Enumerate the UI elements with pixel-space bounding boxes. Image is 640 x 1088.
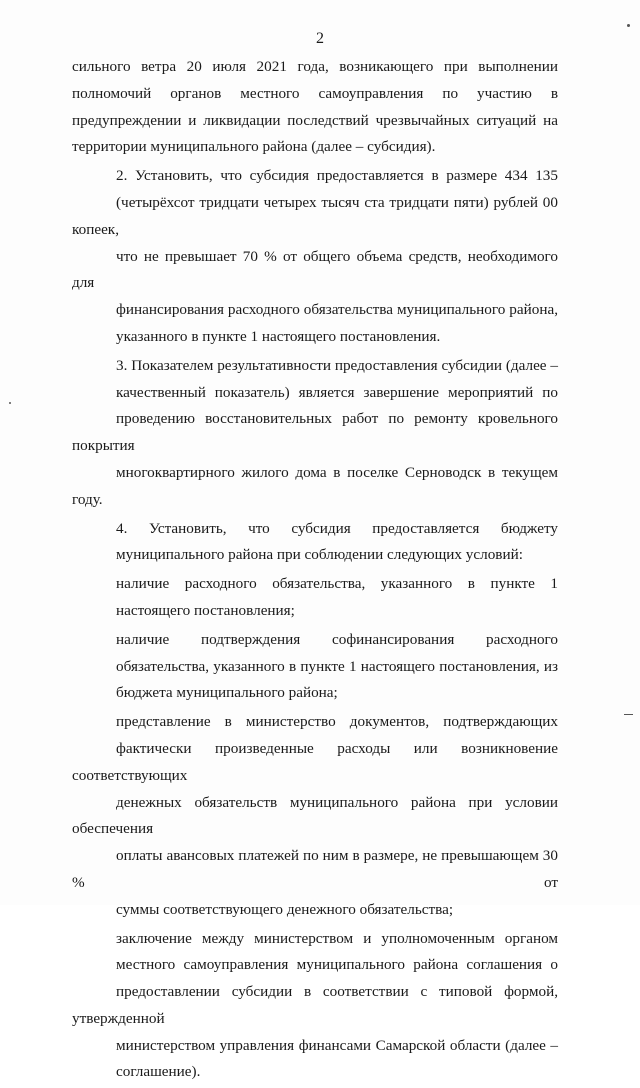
text-line: качественный показатель) является завершение мероприятий по (116, 383, 558, 401)
paragraph (72, 627, 558, 707)
text-line: 3. Показателем результативности предоставления субсидии (далее – (116, 356, 558, 374)
text-line: министерством управления финансами Самарской области (далее – (116, 1036, 558, 1054)
paragraph (72, 709, 558, 923)
page-number: 2 (316, 30, 324, 47)
text-line: 4. Установить, что субсидия предоставляется бюджету (116, 519, 558, 537)
text-line: представление в министерство документов, подтверждающих (116, 713, 558, 731)
text-line: предупреждении и ликвидации последствий чрезвычайных ситуаций на (72, 111, 558, 129)
text-line: муниципального района при соблюдении следующих условий: (116, 546, 523, 564)
text-line: настоящего постановления; (116, 601, 295, 619)
text-line: полномочий органов местного самоуправления по участию в (72, 84, 558, 102)
text-line: обязательства, указанного в пункте 1 настоящего постановления, из (116, 657, 558, 675)
text-line: указанного в пункте 1 настоящего постановления. (116, 327, 441, 345)
text-line: что не превышает 70 % от общего объема средств, необходимого для (72, 247, 558, 292)
text-line: наличие подтверждения софинансирования расходного (116, 630, 558, 648)
text-line: местного самоуправления муниципального района соглашения о (116, 956, 558, 974)
text-line: денежных обязательств муниципального района при условии обеспечения (72, 793, 558, 838)
text-line: многоквартирного жилого дома в поселке Серноводск в текущем году. (72, 463, 558, 508)
text-line: проведению восстановительных работ по ремонту кровельного покрытия (72, 410, 558, 455)
text-line: территории муниципального района (далее – субсидия). (72, 138, 436, 156)
paragraph (72, 926, 558, 1087)
paragraph (72, 516, 558, 570)
document-body (72, 54, 558, 1088)
text-line: финансирования расходного обязательства муниципального района, (116, 301, 558, 319)
text-line: бюджета муниципального района; (116, 684, 338, 702)
text-line: соглашение). (116, 1063, 201, 1081)
text-line: 2. Установить, что субсидия предоставляется в размере 434 135 (116, 167, 558, 185)
paragraph (72, 571, 558, 625)
text-line: фактически произведенные расходы или возникновение соответствующих (72, 739, 558, 784)
text-line: (четырёхсот тридцати четырех тысяч ста тридцати пяти) рублей 00 копеек, (72, 193, 558, 238)
scan-speck (624, 714, 633, 715)
text-line: суммы соответствующего денежного обязательства; (116, 900, 454, 918)
paragraph (72, 353, 558, 514)
text-line: сильного ветра 20 июля 2021 года, возникающего при выполнении (72, 58, 558, 75)
text-line: предоставлении субсидии в соответствии с типовой формой, утвержденной (72, 983, 558, 1027)
paragraph (72, 54, 558, 161)
scan-speck (627, 24, 630, 27)
paragraph (72, 163, 558, 351)
scan-speck (9, 402, 11, 404)
text-line: заключение между министерством и уполномоченным органом (116, 929, 558, 947)
text-line: оплаты авансовых платежей по ним в размере, не превышающем 30 % от (72, 847, 558, 891)
text-line: наличие расходного обязательства, указанного в пункте 1 (116, 575, 558, 593)
